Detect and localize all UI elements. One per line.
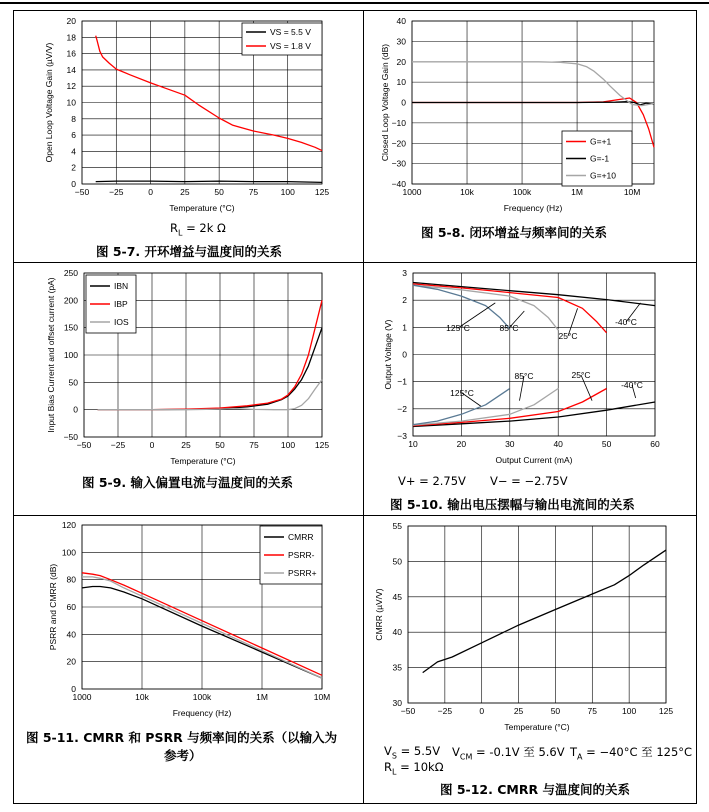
fig12-vs-condition: $V_S = 5.5V$ [384,744,441,761]
x-tick-label: 100 [280,187,295,197]
x-tick-label: 30 [505,439,515,449]
y-tick-label: 2 [402,295,407,306]
x-tick-label: 50 [214,187,224,197]
x-tick-label: 25 [513,706,524,716]
y-tick-label: 14 [66,64,76,75]
x-tick-label: −50 [400,706,416,716]
y-tick-label: −40 [391,179,406,189]
y-tick-label: 50 [68,377,78,388]
legend-entry: G=-1 [590,153,610,164]
figure-5-9 [14,263,363,515]
y-tick-label: 200 [63,295,78,306]
temperature-annotation: -40°C [615,317,637,327]
x-tick-label: 0 [149,440,155,450]
x-tick-label: 40 [553,439,563,449]
figure-5-10 [364,263,697,515]
legend-entry: CMRR [288,532,314,542]
x-tick-label: 100 [622,706,637,716]
figure-5-12 [364,516,697,804]
x-tick-label: 0 [479,706,485,716]
y-tick-label: 0 [71,684,76,694]
y-axis-label: Input Bias Current and offset current (pA) [46,277,56,433]
y-tick-label: 16 [66,48,76,59]
x-tick-label: 10M [313,692,331,702]
fig12-ta-value: −40°C 至 125°C [599,745,693,759]
y-tick-label: 8 [71,113,76,124]
y-tick-label: 3 [402,268,407,278]
x-tick-label: 75 [248,187,259,197]
x-tick-label: 1M [256,692,268,702]
legend-entry: IBP [114,299,128,309]
y-axis-label: CMRR (µV/V) [374,588,384,641]
y-tick-label: 120 [61,520,76,530]
temperature-annotation: 25°C [571,370,591,380]
x-axis-label: Temperature (°C) [170,456,236,466]
legend-entry: G=+1 [590,136,612,147]
y-axis-label: Output Voltage (V) [383,319,393,390]
x-tick-label: −50 [74,187,90,197]
y-tick-label: 30 [396,36,406,47]
x-axis-label: Output Current (mA) [495,455,573,465]
fig8-caption: 图 5-8. 闭环增益与频率间的关系 [421,225,608,240]
series-line-ibn [98,328,322,410]
fig12-caption: 图 5-12. CMRR 与温度间的关系 [440,782,630,797]
y-axis-label: PSRR and CMRR (dB) [48,563,58,651]
x-tick-label: 10k [460,187,474,197]
temperature-annotation: 85°C [514,371,534,381]
legend-entry: IOS [114,317,129,327]
fig12-vs-value: 5.5V [413,744,441,758]
y-tick-label: 35 [392,662,402,673]
x-tick-label: 25 [181,440,191,450]
y-tick-label: −1 [397,376,407,387]
y-tick-label: 4 [71,146,76,157]
y-tick-label: 150 [63,322,78,333]
y-tick-label: 0 [73,404,78,415]
fig12-vcm-value: -0.1V 至 5.6V [489,745,565,759]
y-tick-label: 45 [392,591,402,602]
x-tick-label: −25 [437,706,453,716]
temperature-annotation: -40°C [621,380,643,390]
x-axis-label: Frequency (Hz) [172,708,232,718]
x-tick-label: 1000 [72,692,92,702]
x-tick-label: −25 [109,187,124,197]
y-tick-label: 0 [402,349,407,360]
x-tick-label: 25 [180,187,190,197]
x-tick-label: 125 [314,440,330,450]
y-tick-label: 6 [71,130,76,141]
series-line--40-c-high- [413,283,655,306]
x-tick-label: 125 [658,706,674,716]
legend-entry: PSRR+ [288,568,317,578]
fig12-ta-condition: $T_A = -40^\circ C$ 至 125°C [570,745,693,762]
fig7-caption: 图 5-7. 开环增益与温度间的关系 [96,244,283,259]
fig12-vcm-condition: $V_{CM} = -0.1V$ 至 5.6V [452,745,565,762]
y-axis-label: Open Loop Voltage Gain (µV/V) [44,42,54,163]
y-tick-label: −2 [397,403,407,414]
x-tick-label: 1M [571,187,583,197]
series-line-85-c-low- [413,389,558,426]
y-tick-label: 10 [66,97,76,108]
fig9-caption: 图 5-9. 输入偏置电流与温度间的关系 [82,475,294,490]
figure-5-11 [14,516,363,804]
x-tick-label: 10M [623,187,641,197]
series-line-cmrr [423,550,666,673]
y-tick-label: 55 [392,521,402,531]
y-tick-label: 60 [66,602,76,612]
series-line-85-c-high- [413,285,558,330]
x-axis-label: Temperature (°C) [169,203,235,213]
y-tick-label: 80 [66,574,76,585]
figure-5-8 [364,11,697,262]
y-tick-label: 20 [396,56,406,67]
fig11-caption-line2: 参考） [164,748,202,763]
y-tick-label: 40 [392,627,402,638]
fig10-caption: 图 5-10. 输出电压摆幅与输出电流间的关系 [390,497,635,512]
x-tick-label: 0 [148,187,153,197]
y-tick-label: 0 [71,179,76,189]
x-tick-label: 75 [587,706,598,716]
x-axis-label: Frequency (Hz) [503,203,563,213]
y-tick-label: 18 [66,32,76,43]
y-tick-label: 40 [66,629,76,640]
x-tick-label: 50 [550,706,561,716]
y-tick-label: 100 [63,350,78,360]
fig10-vplus: V+ = 2.75V [398,474,466,488]
series-line-g-10 [412,62,654,106]
y-axis-label: Closed Loop Voltage Gain (dB) [380,43,390,162]
x-tick-label: 60 [650,439,660,449]
x-tick-label: 10k [135,692,149,702]
y-tick-label: 50 [392,556,402,567]
fig12-rl-condition: $R_L = 10k\Omega$ [384,760,444,777]
x-tick-label: 10 [408,439,418,449]
y-tick-label: −10 [391,117,406,128]
y-tick-label: 1 [402,322,407,333]
plot-area [408,526,666,703]
x-tick-label: 100k [192,692,212,702]
y-tick-label: −30 [391,158,406,169]
x-tick-label: 100 [280,440,296,450]
temperature-annotation: 85°C [499,323,519,333]
x-tick-label: 50 [215,440,225,450]
y-tick-label: −20 [391,138,406,149]
fig10-vminus: V− = −2.75V [490,474,568,488]
series-line-vs-5-5-v [96,181,322,182]
page-top-rule [0,2,709,4]
figure-5-7 [14,11,363,262]
y-tick-label: 250 [63,268,78,278]
y-tick-label: 30 [392,698,402,708]
fig11-caption-line1: 图 5-11. CMRR 和 PSRR 与频率间的关系（以输入为 [26,730,338,745]
x-tick-label: 20 [456,439,467,449]
y-tick-label: 100 [61,547,76,558]
legend-entry: VS = 5.5 V [270,27,311,37]
temperature-annotation: 125°C [446,323,470,333]
x-tick-label: −25 [110,440,126,450]
series-line-g-1 [412,102,654,105]
y-tick-label: 12 [66,81,76,92]
x-tick-label: 50 [601,439,612,449]
y-tick-label: −3 [397,431,407,441]
x-tick-label: 125 [314,187,330,197]
y-tick-label: 0 [401,97,406,108]
temperature-annotation: 125°C [450,388,474,398]
fig7-rl-value: 2k Ω [199,221,226,235]
fig7-rl-condition: $R_L = 2k$ Ω [170,221,226,238]
legend-entry: IBN [114,281,129,291]
legend-entry: VS = 1.8 V [270,41,311,51]
temperature-annotation: 25°C [558,331,578,341]
y-tick-label: 20 [66,16,76,26]
x-tick-label: 1000 [402,187,422,197]
x-tick-label: 100k [512,187,532,197]
y-tick-label: 20 [66,656,76,667]
x-tick-label: −50 [76,440,92,450]
y-tick-label: 10 [396,77,406,88]
fig12-rl-value: 10kΩ [413,760,444,774]
legend-entry: PSRR- [288,550,315,560]
y-tick-label: 2 [71,162,76,173]
x-axis-label: Temperature (°C) [504,722,570,732]
y-tick-label: 40 [396,16,406,26]
y-tick-label: −50 [63,432,78,442]
x-tick-label: 75 [249,440,259,450]
legend-entry: G=+10 [590,170,616,181]
